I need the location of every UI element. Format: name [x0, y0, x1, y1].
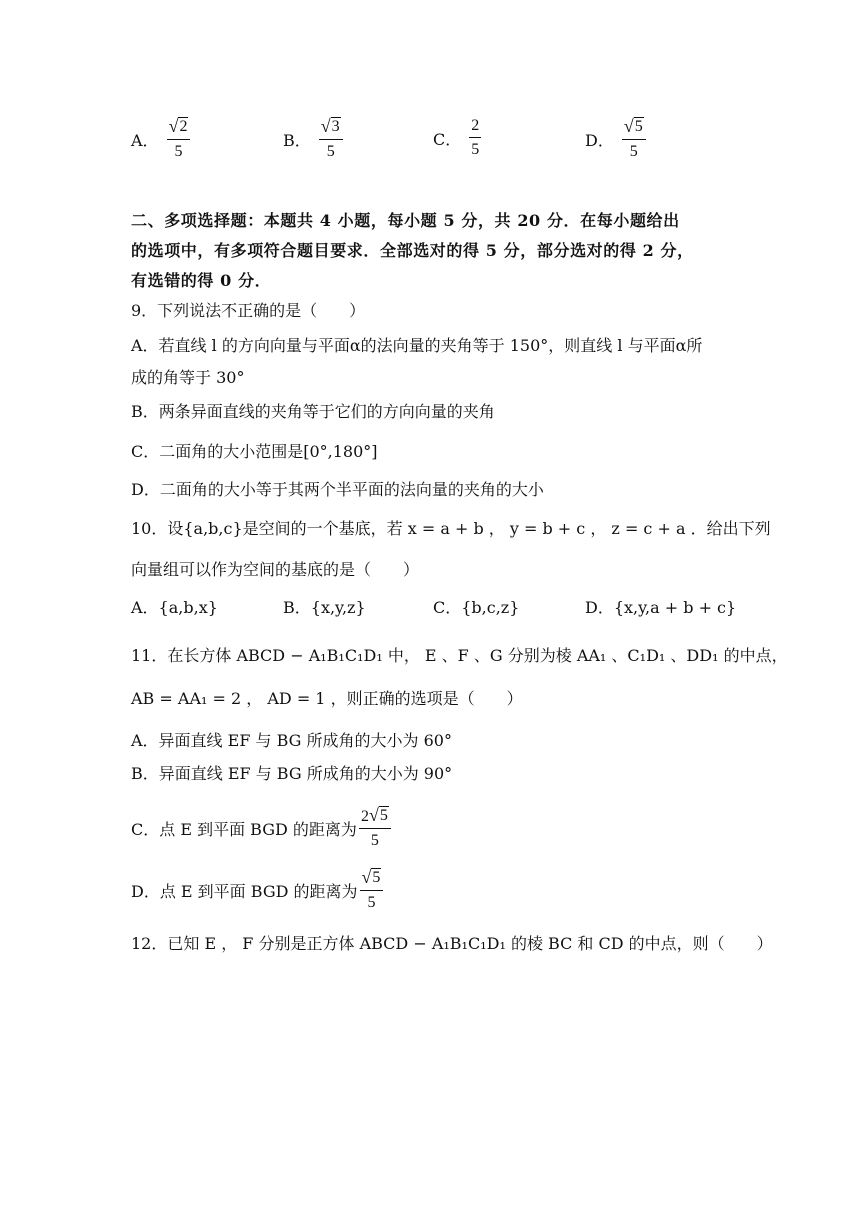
- q9-option-d: D．二面角的大小等于其两个半平面的法向量的夹角的大小: [131, 480, 544, 499]
- q9-option-a-line1: A．若直线 l 的方向向量与平面α的法向量的夹角等于 150°，则直线 l 与平面α所: [131, 336, 703, 355]
- q11-option-d-fraction: √ 5 5: [360, 867, 384, 913]
- q11-option-d-denominator: 5: [367, 894, 376, 911]
- q8-option-b-denominator: 5: [326, 143, 335, 160]
- q8-option-b: [283, 116, 343, 162]
- q9-option-a-line2: 成的角等于 30°: [131, 368, 245, 387]
- q8-option-d: [585, 116, 646, 162]
- q11-option-c: [131, 805, 391, 851]
- q8-option-c-letter: C．: [433, 129, 462, 149]
- q11-option-a: A．异面直线 EF 与 BG 所成角的大小为 60°: [131, 731, 452, 750]
- q8-option-a-fraction: √ 2 5: [167, 116, 191, 162]
- q10-stem-line1: 10．设{a,b,c}是空间的一个基底，若 x = a + b ， y = b + c ， z = c + a ．给出下列: [131, 519, 771, 538]
- q11-option-c-text: C．点 E 到平面 BGD 的距离为: [131, 819, 357, 839]
- q8-option-a-letter: A．: [131, 130, 159, 150]
- q11-option-c-fraction: 2 √ 5 5: [359, 805, 391, 851]
- q8-option-c-fraction: [469, 116, 481, 160]
- q8-option-d-denominator: 5: [629, 143, 638, 160]
- q8-option-d-fraction: √ 5 5: [622, 116, 646, 162]
- q11-option-d-radicand: 5: [372, 869, 381, 886]
- q9-option-c: C．二面角的大小范围是[0°,180°]: [131, 442, 378, 461]
- q8-option-d-radicand: 5: [634, 118, 643, 135]
- q11-option-b: B．异面直线 EF 与 BG 所成角的大小为 90°: [131, 764, 453, 783]
- section2-heading-line1: 二、多项选择题：本题共 4 小题，每小题 5 分，共 20 分．在每小题给出: [131, 211, 680, 230]
- q8-option-a: [131, 116, 190, 162]
- q11-option-d: [131, 867, 383, 913]
- q8-option-c-denominator: 5: [471, 141, 480, 158]
- q8-option-a-radicand: 2: [179, 118, 188, 135]
- q12-stem: 12．已知 E ， F 分别是正方体 ABCD − A₁B₁C₁D₁ 的棱 BC 和 CD 的中点，则（ ）: [131, 934, 773, 953]
- q8-option-c: [433, 116, 481, 160]
- q11-option-c-radicand: 5: [379, 807, 388, 824]
- q11-option-c-coefficient: 2: [360, 808, 369, 825]
- q11-option-c-denominator: 5: [370, 832, 379, 849]
- q10-option-b: B．{x,y,z}: [283, 598, 366, 617]
- q8-option-d-letter: D．: [585, 130, 614, 150]
- q11-option-d-text: D．点 E 到平面 BGD 的距离为: [131, 881, 358, 901]
- section2-heading-line2: 的选项中，有多项符合题目要求．全部选对的得 5 分，部分选对的得 2 分，: [131, 241, 694, 260]
- q8-option-b-letter: B．: [283, 130, 311, 150]
- section2-heading-line3: 有选错的得 0 分．: [131, 271, 272, 290]
- q10-option-c: C．{b,c,z}: [433, 598, 520, 617]
- q8-option-b-radicand: 3: [331, 118, 340, 135]
- q9-stem: 9．下列说法不正确的是（ ）: [131, 301, 366, 320]
- q9-option-b: B．两条异面直线的夹角等于它们的方向向量的夹角: [131, 402, 495, 421]
- q11-stem-line1: 11．在长方体 ABCD − A₁B₁C₁D₁ 中， E 、F 、G 分别为棱 AA₁ 、C₁D₁ 、DD₁ 的中点，: [131, 646, 788, 665]
- q10-option-a: A．{a,b,x}: [131, 598, 218, 617]
- q8-option-b-fraction: √ 3 5: [319, 116, 343, 162]
- q10-option-d: D．{x,y,a + b + c}: [585, 598, 737, 617]
- q8-option-a-denominator: 5: [174, 143, 183, 160]
- q10-stem-line2: 向量组可以作为空间的基底的是（ ）: [131, 560, 420, 579]
- q11-stem-line2: AB = AA₁ = 2 ， AD = 1 ，则正确的选项是（ ）: [131, 689, 523, 708]
- q8-option-c-numerator: 2: [469, 116, 481, 138]
